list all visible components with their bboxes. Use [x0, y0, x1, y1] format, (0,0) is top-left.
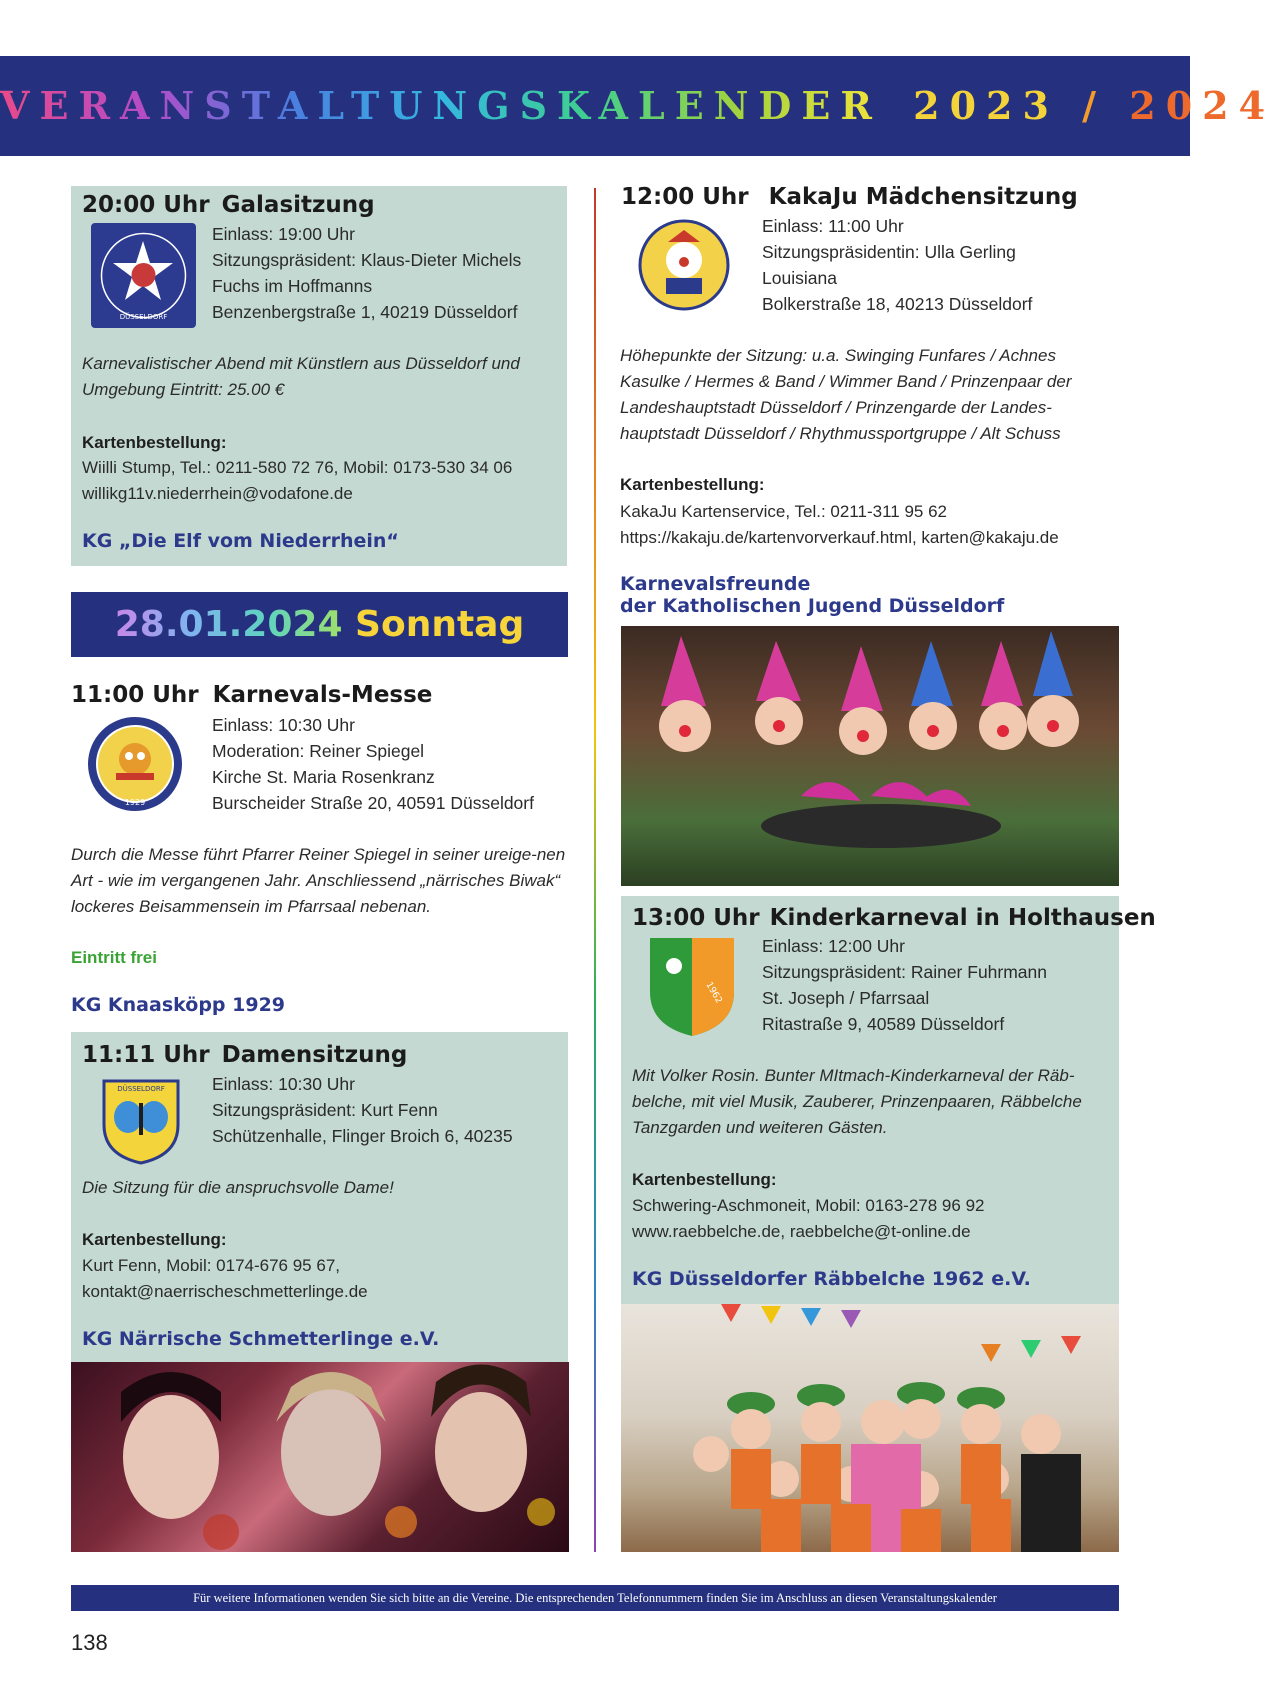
- order-label: Kartenbestellung: [632, 1170, 771, 1189]
- order-label: Kartenbestellung: [620, 475, 759, 494]
- photo-illustration: [621, 1304, 1119, 1552]
- club-name: KG Närrische Schmetterlinge e.V.: [82, 1328, 440, 1350]
- event-heading: [71, 682, 432, 708]
- info-entry: Einlass: 10:30 Uhr: [212, 715, 355, 735]
- event-description: Durch die Messe führt Pfarrer Reiner Spiegel in seiner ureige-nen Art - wie im vergangenen Jahr. Anschliessend „närrisches Biwak“ lockeres Beisammensein im Pfarrsaal nebenan.: [71, 845, 566, 916]
- info-venue: St. Joseph / Pfarrsaal: [762, 988, 930, 1008]
- order-line: https://kakaju.de/kartenvorverkauf.html, karten@kakaju.de: [620, 528, 1059, 547]
- info-entry: Einlass: 19:00 Uhr: [212, 224, 355, 244]
- event-info: [212, 1071, 513, 1149]
- order-label: Kartenbestellung: [82, 433, 221, 452]
- title-year-end: 2024: [1129, 83, 1275, 128]
- event-title: Galasitzung: [221, 192, 375, 218]
- order-line: willikg11v.niederrhein@vodafone.de: [82, 484, 353, 503]
- order-details: [82, 455, 512, 507]
- info-moderation: Moderation: Reiner Spiegel: [212, 741, 425, 761]
- event-time: 11:11 Uhr: [82, 1042, 210, 1068]
- club-logo-elf-vom-niederrhein: [91, 223, 196, 328]
- photo-gnome-costumes: [621, 626, 1119, 886]
- info-president: Sitzungspräsident: Rainer Fuhrmann: [762, 962, 1048, 982]
- order-details: [82, 1253, 368, 1305]
- event-heading: [82, 192, 375, 218]
- info-address: Burscheider Straße 20, 40591 Düsseldorf: [212, 793, 534, 813]
- info-venue: Louisiana: [762, 268, 837, 288]
- club-logo-schmetterlinge: [96, 1075, 186, 1165]
- event-title: Damensitzung: [221, 1042, 408, 1068]
- event-info: [212, 221, 521, 325]
- info-address: Benzenbergstraße 1, 40219 Düsseldorf: [212, 302, 518, 322]
- info-venue: Fuchs im Hoffmanns: [212, 276, 373, 296]
- event-title: KakaJu Mädchensitzung: [768, 184, 1078, 210]
- order-line: Schwering-Aschmoneit, Mobil: 0163-278 96 92: [632, 1196, 985, 1215]
- order-details: [632, 1193, 984, 1245]
- info-president: Sitzungspräsidentin: Ulla Gerling: [762, 242, 1016, 262]
- club-name: KG Knaasköpp 1929: [71, 994, 286, 1016]
- order-heading: Kartenbestellung:: [620, 475, 765, 494]
- page-number: 138: [71, 1630, 108, 1655]
- event-heading: [621, 184, 1078, 210]
- club-name: KG „Die Elf vom Niederrhein“: [82, 530, 399, 552]
- svg-text:1929: 1929: [124, 798, 146, 807]
- info-venue: Schützenhalle, Flinger Broich 6, 40235: [212, 1126, 513, 1146]
- club-logo-knaaskoepp: [86, 715, 184, 813]
- info-entry: Einlass: 10:30 Uhr: [212, 1074, 355, 1094]
- svg-text:DÜSSELDORF: DÜSSELDORF: [117, 1085, 165, 1093]
- order-heading: Kartenbestellung:: [632, 1170, 777, 1189]
- event-title: Karnevals-Messe: [212, 682, 433, 708]
- butterfly-shield-icon: [96, 1075, 186, 1165]
- photo-children-carnival: [621, 1304, 1119, 1552]
- order-label: Kartenbestellung: [82, 1230, 221, 1249]
- club-name: [620, 573, 1004, 617]
- kakaju-seal-icon: [638, 216, 730, 314]
- club-name: KG Düsseldorfer Räbbelche 1962 e.V.: [632, 1268, 1031, 1290]
- order-line: KakaJu Kartenservice, Tel.: 0211-311 95 62: [620, 502, 947, 521]
- event-time: 12:00 Uhr: [621, 184, 749, 210]
- photo-illustration: [71, 1362, 569, 1552]
- order-line: www.raebbelche.de, raebbelche@t-online.de: [632, 1222, 971, 1241]
- entry-free: Eintritt frei: [71, 948, 157, 967]
- order-line: Wiilli Stump, Tel.: 0211-580 72 76, Mobil: 0173-530 34 06: [82, 458, 513, 477]
- event-description: Karnevalistischer Abend mit Künstlern aus Düsseldorf und Umgebung Eintritt: 25.00 €: [82, 354, 520, 399]
- title-main: VERANSTALTUNGSKALENDER: [0, 83, 882, 128]
- knaaskoepp-seal-icon: [86, 715, 184, 813]
- svg-text:DÜSSELDORF: DÜSSELDORF: [119, 313, 168, 321]
- info-address: Ritastraße 9, 40589 Düsseldorf: [762, 1014, 1005, 1034]
- date-banner-text: [71, 592, 568, 657]
- order-details: [620, 499, 1059, 551]
- order-line: Kurt Fenn, Mobil: 0174-676 95 67,: [82, 1256, 340, 1275]
- raebbelche-shield-icon: [646, 934, 738, 1038]
- event-description: Die Sitzung für die anspruchsvolle Dame!: [82, 1178, 394, 1197]
- info-entry: Einlass: 12:00 Uhr: [762, 936, 905, 956]
- event-description: Mit Volker Rosin. Bunter MItmach-Kinderkarneval der Räb-belche, mit viel Musik, Zauberer, Prinzenpaaren, Räbbelche Tanzgarden und weiteren Gästen.: [632, 1066, 1082, 1137]
- page-title: [0, 56, 1275, 156]
- order-line: kontakt@naerrischeschmetterlinge.de: [82, 1282, 368, 1301]
- club-name-line: Karnevalsfreunde: [620, 573, 811, 595]
- info-address: Bolkerstraße 18, 40213 Düsseldorf: [762, 294, 1033, 314]
- svg-text:1962: 1962: [703, 980, 724, 1006]
- club-logo-kakaju: [638, 216, 730, 314]
- event-info: [762, 933, 1047, 1037]
- photo-illustration: [621, 626, 1119, 886]
- event-time: 13:00 Uhr: [632, 905, 760, 931]
- event-heading: [632, 905, 1156, 931]
- title-separator: /: [1082, 83, 1107, 128]
- info-president: Sitzungspräsident: Klaus-Dieter Michels: [212, 250, 522, 270]
- event-title: Kinderkarneval in Holthausen: [769, 905, 1156, 931]
- photo-masked-women: [71, 1362, 569, 1552]
- order-heading: Kartenbestellung:: [82, 1230, 227, 1249]
- footer-note: Für weitere Informationen wenden Sie sich bitte an die Vereine. Die entsprechenden Telefonnummern finden Sie im Anschluss an diesen Veranstaltungskalender: [71, 1585, 1119, 1611]
- date-value: 28.01.2024: [114, 604, 343, 645]
- club-name-line: der Katholischen Jugend Düsseldorf: [620, 595, 1005, 617]
- info-venue: Kirche St. Maria Rosenkranz: [212, 767, 435, 787]
- info-entry: Einlass: 11:00 Uhr: [762, 216, 904, 236]
- club-logo-raebbelche: [646, 934, 738, 1038]
- event-description: Höhepunkte der Sitzung: u.a. Swinging Funfares / Achnes Kasulke / Hermes & Band / Wimmer Band / Prinzenpaar der Landeshauptstadt Düsseldorf / Prinzengarde der Landes-hauptstadt Düsseldorf / Rhythmussportgruppe / Alt Schuss: [620, 346, 1072, 443]
- info-president: Sitzungspräsident: Kurt Fenn: [212, 1100, 438, 1120]
- event-time: 11:00 Uhr: [71, 682, 199, 708]
- elf-star-icon: [91, 223, 196, 328]
- date-weekday: Sonntag: [355, 604, 525, 645]
- event-info: [762, 213, 1032, 317]
- event-time: 20:00 Uhr: [82, 192, 210, 218]
- order-heading: Kartenbestellung:: [82, 433, 227, 452]
- event-info: [212, 712, 534, 816]
- column-divider: [594, 188, 596, 1552]
- event-heading: [82, 1042, 407, 1068]
- title-year-start: 2023: [913, 83, 1059, 128]
